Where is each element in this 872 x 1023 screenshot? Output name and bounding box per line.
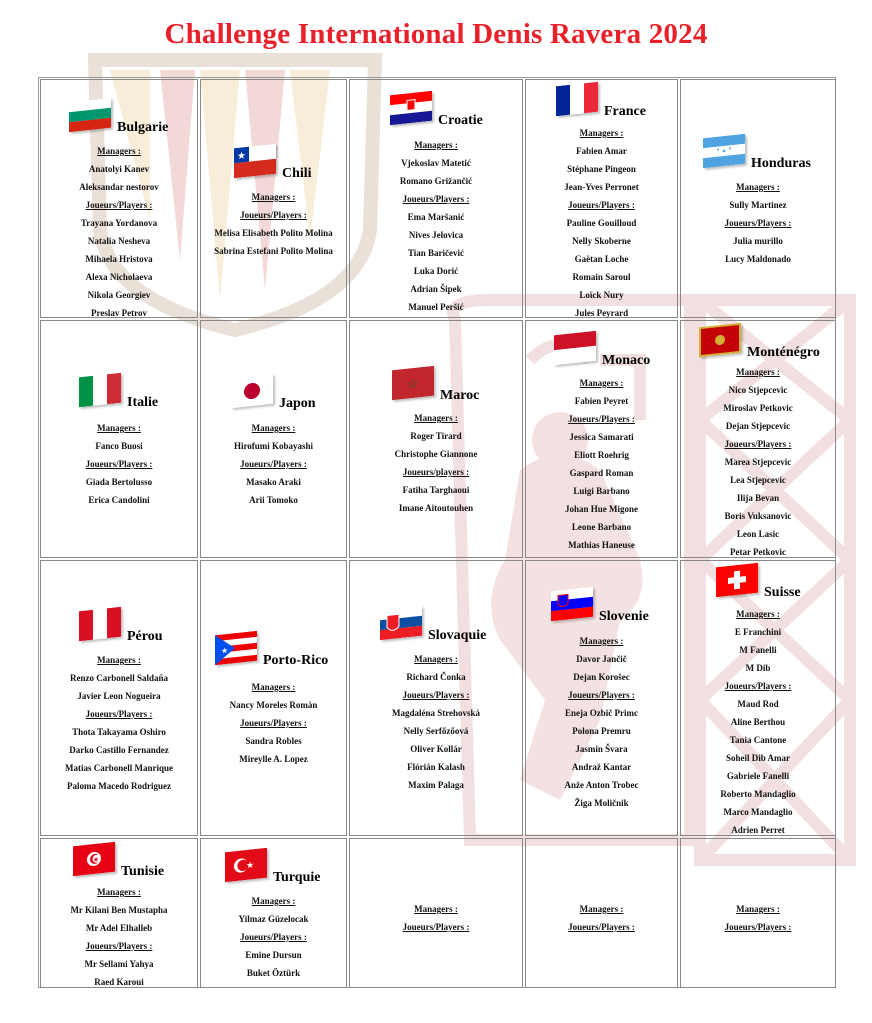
- roster-name: Stéphane Pingeon: [567, 164, 636, 174]
- roster-name: Nico Stjepcevic: [728, 385, 788, 395]
- team-cell: [349, 838, 523, 988]
- players-label: Joueurs/Players :: [85, 709, 153, 719]
- managers-label: Managers :: [579, 128, 624, 138]
- svg-text:★: ★: [245, 860, 255, 872]
- roster-name: Jasmin Švara: [575, 744, 628, 754]
- team-cell: [349, 320, 523, 558]
- managers-label: Managers :: [736, 904, 780, 914]
- roster-name: Johan Hue Migone: [564, 504, 638, 514]
- team-cell: [525, 79, 678, 318]
- team-header: [554, 333, 651, 368]
- roster-name: Boris Vuksanovic: [724, 511, 792, 521]
- roster-name: Nives Jelovica: [408, 230, 464, 240]
- roster-name: Roberto Mandaglio: [720, 789, 796, 799]
- managers-label: Managers :: [97, 423, 141, 433]
- roster-name: Polona Premru: [572, 726, 631, 736]
- roster-name: Preslav Petrov: [91, 308, 147, 318]
- team-cell: [680, 79, 836, 318]
- team-cell: [525, 560, 678, 836]
- team-name: Pérou: [127, 629, 163, 644]
- players-label: Joueurs/Players :: [568, 922, 635, 932]
- roster-name: Paloma Macedo Rodriguez: [67, 781, 171, 791]
- roster-name: Anže Anton Trobec: [564, 780, 639, 790]
- team-name: Monténégro: [747, 345, 820, 360]
- roster-name: Mr Kilani Ben Mustapha: [70, 905, 168, 915]
- roster-list: [681, 900, 835, 936]
- players-label: Joueurs/Players :: [85, 941, 153, 951]
- players-label: Joueurs/Players :: [724, 218, 792, 228]
- roster-name: Leone Barbano: [571, 522, 632, 532]
- team-name: Turquie: [273, 870, 321, 885]
- roster-name: Fabien Amar: [576, 146, 627, 156]
- roster-name: Lucy Maldonado: [725, 254, 791, 264]
- roster-name: Dejan Stjepcevic: [725, 421, 791, 431]
- roster-list: [350, 136, 522, 316]
- roster-name: Arii Tomoko: [249, 495, 298, 505]
- svg-text:★: ★: [221, 645, 229, 656]
- team-name: Monaco: [602, 353, 651, 368]
- france-flag-icon: [556, 82, 598, 116]
- players-label: Joueurs/Players :: [85, 459, 153, 469]
- slovenia-flag-icon: [551, 587, 593, 621]
- managers-label: Managers :: [736, 609, 780, 619]
- roster-name: Christophe Giannone: [394, 449, 478, 459]
- team-header: [231, 376, 316, 411]
- team-cell: [349, 560, 523, 836]
- team-header: [392, 368, 480, 403]
- roster-list: [201, 419, 346, 509]
- team-header: [556, 84, 646, 119]
- roster-name: Oliver Kollár: [410, 744, 462, 754]
- roster-name: Adrian Šipek: [410, 284, 462, 294]
- managers-label: Managers :: [414, 140, 458, 150]
- roster-name: Tian Baričević: [407, 248, 465, 258]
- roster-name: Trayana Yordanova: [80, 218, 158, 228]
- roster-name: Tania Cantone: [729, 735, 787, 745]
- roster-list: [350, 900, 522, 936]
- roster-name: Alexa Nicholaeva: [85, 272, 153, 282]
- roster-name: Pauline Gouilloud: [566, 218, 637, 228]
- roster-name: Matias Carbonell Manrique: [65, 763, 173, 773]
- team-name: Japon: [279, 396, 316, 411]
- team-header: [215, 633, 329, 668]
- monaco-flag-icon: [554, 331, 596, 365]
- team-cell: [40, 560, 198, 836]
- roster-name: Miroslav Petkovic: [723, 403, 793, 413]
- roster-list: [681, 363, 835, 561]
- team-header: [73, 844, 165, 879]
- japan-flag-icon: [231, 374, 273, 408]
- team-name: Italie: [127, 395, 159, 410]
- team-cell: [40, 320, 198, 558]
- team-name: Maroc: [440, 388, 480, 403]
- roster-list: [526, 632, 677, 812]
- managers-label: Managers :: [251, 192, 296, 202]
- players-label: Joueurs/Players :: [724, 439, 792, 449]
- roster-name: Renzo Carbonell Saldaña: [69, 673, 168, 683]
- roster-list: [41, 651, 197, 795]
- tunisia-flag-icon: [73, 842, 115, 876]
- team-name: Slovaquie: [428, 628, 487, 643]
- roster-name: Leon Lasic: [736, 529, 780, 539]
- roster-list: [41, 883, 197, 991]
- players-label: Joueurs/Players :: [402, 194, 470, 204]
- roster-name: Aline Berthou: [730, 717, 786, 727]
- managers-label: Managers :: [251, 423, 296, 433]
- roster-name: Roger Tirard: [410, 431, 462, 441]
- peru-flag-icon: [79, 607, 121, 641]
- roster-name: Gabriele Fanelli: [726, 771, 790, 781]
- page-title: Challenge International Denis Ravera 2024: [164, 18, 708, 50]
- svg-text:★: ★: [92, 854, 100, 865]
- honduras-flag-icon: [703, 134, 745, 168]
- players-label: Joueurs/Players :: [240, 718, 307, 728]
- team-header: [79, 609, 163, 644]
- roster-name: Mr Sellami Yahya: [84, 959, 154, 969]
- roster-name: Mireylle A. Lopez: [239, 754, 308, 764]
- roster-name: Anatolyi Kanev: [88, 164, 150, 174]
- slovakia-flag-icon: [380, 606, 422, 640]
- roster-name: Melisa Elisabeth Polito Molina: [214, 228, 333, 238]
- roster-name: Nelly Skoberne: [572, 236, 631, 246]
- roster-name: Ilija Bevan: [736, 493, 780, 503]
- team-header: [69, 100, 169, 135]
- roster-name: Eliott Roehrig: [574, 450, 629, 460]
- roster-name: Aleksandar nestorov: [79, 182, 159, 192]
- roster-name: Buket Öztürk: [246, 968, 301, 978]
- roster-name: Maud Rod: [737, 699, 779, 709]
- roster-name: Lea Stjepcevic: [730, 475, 786, 485]
- team-name: Croatie: [438, 113, 483, 128]
- roster-name: Mihaela Hristova: [85, 254, 153, 264]
- roster-name: Petar Petkovic: [729, 547, 787, 557]
- team-cell: [525, 320, 678, 558]
- managers-label: Managers :: [251, 682, 296, 692]
- managers-label: Managers :: [736, 367, 780, 377]
- roster-name: Richard Čonka: [406, 672, 466, 682]
- chile-flag-icon: [234, 144, 276, 178]
- roster-name: Flórián Kalash: [407, 762, 465, 772]
- team-cell: [200, 320, 347, 558]
- roster-name: Dejan Korošec: [573, 672, 630, 682]
- managers-label: Managers :: [414, 904, 458, 914]
- roster-list: [681, 178, 835, 268]
- team-cell: [525, 838, 678, 988]
- roster-name: Nancy Moreles Romàn: [229, 700, 318, 710]
- players-label: Joueurs/players :: [402, 467, 470, 477]
- team-cell: [680, 560, 836, 836]
- roster-name: Marea Stjepcevic: [724, 457, 792, 467]
- turkey-flag-icon: [225, 848, 267, 882]
- svg-text:☆: ☆: [407, 376, 419, 392]
- roster-name: Masako Araki: [246, 477, 301, 487]
- team-cell: [200, 79, 347, 318]
- team-cell: [40, 79, 198, 318]
- managers-label: Managers :: [251, 896, 296, 906]
- roster-name: Natalia Nesheva: [87, 236, 151, 246]
- roster-name: Fabien Peyret: [574, 396, 629, 406]
- roster-list: [681, 605, 835, 839]
- team-header: [703, 136, 811, 171]
- roster-name: Magdaléna Strehovská: [391, 708, 481, 718]
- roster-name: Thota Takayama Oshiro: [72, 727, 166, 737]
- teams-grid: [38, 77, 836, 988]
- roster-name: Javier Leon Nogueira: [77, 691, 161, 701]
- roster-name: Nelly Serfőzőová: [403, 726, 469, 736]
- italy-flag-icon: [79, 373, 121, 407]
- managers-label: Managers :: [579, 378, 624, 388]
- roster-name: Gaspard Roman: [569, 468, 634, 478]
- roster-name: Hirofumi Kobayashi: [233, 441, 314, 451]
- roster-name: Mr Adel Elhalleb: [85, 923, 153, 933]
- team-cell: [680, 320, 836, 558]
- team-header: [234, 146, 312, 181]
- roster-name: Manuel Peršić: [408, 302, 464, 312]
- team-header: [225, 850, 321, 885]
- roster-name: M Fanelli: [739, 645, 777, 655]
- roster-name: Mathias Haneuse: [568, 540, 635, 550]
- managers-label: Managers :: [414, 654, 458, 664]
- team-header: [79, 375, 159, 410]
- players-label: Joueurs/Players :: [724, 922, 792, 932]
- players-label: Joueurs/Players :: [568, 690, 635, 700]
- roster-list: [41, 419, 197, 509]
- roster-list: [526, 124, 677, 322]
- roster-name: Fatiha Targhaoui: [402, 485, 470, 495]
- roster-name: Sandra Robles: [245, 736, 302, 746]
- managers-label: Managers :: [579, 636, 624, 646]
- team-header: [716, 565, 801, 600]
- roster-name: Nikola Georgiev: [87, 290, 151, 300]
- roster-name: Adrien Perret: [731, 825, 785, 835]
- roster-name: Erica Candolini: [88, 495, 150, 505]
- morocco-flag-icon: [392, 366, 434, 400]
- team-header: [699, 325, 820, 360]
- players-label: Joueurs/Players :: [402, 922, 470, 932]
- roster-name: Raed Karoui: [94, 977, 144, 987]
- roster-name: Davor Jančič: [576, 654, 627, 664]
- team-cell: [200, 838, 347, 988]
- managers-label: Managers :: [414, 413, 458, 423]
- team-name: Suisse: [764, 585, 801, 600]
- team-name: Honduras: [751, 156, 811, 171]
- roster-name: Fanco Buosi: [95, 441, 143, 451]
- roster-list: [201, 892, 346, 982]
- team-name: Bulgarie: [117, 120, 169, 135]
- roster-list: [201, 678, 346, 768]
- roster-name: E Franchini: [734, 627, 782, 637]
- managers-label: Managers :: [579, 904, 624, 914]
- roster-name: Jessica Samarati: [569, 432, 634, 442]
- roster-name: Jules Peyrard: [574, 308, 629, 318]
- roster-name: Marco Mandaglio: [723, 807, 793, 817]
- team-name: Porto-Rico: [263, 653, 329, 668]
- players-label: Joueurs/Players :: [724, 681, 792, 691]
- roster-name: Sully Martinez: [729, 200, 787, 210]
- team-name: France: [604, 104, 646, 119]
- managers-label: Managers :: [97, 887, 141, 897]
- roster-name: Žiga Moličnik: [574, 798, 629, 808]
- roster-name: Giada Bertolusso: [85, 477, 153, 487]
- roster-name: Luigi Barbano: [573, 486, 630, 496]
- roster-list: [350, 650, 522, 794]
- roster-name: Romano Grižančić: [399, 176, 473, 186]
- managers-label: Managers :: [97, 146, 141, 156]
- roster-name: Julia murillo: [733, 236, 783, 246]
- roster-name: Yilmaz Güzelocak: [238, 914, 309, 924]
- team-name: Slovenie: [599, 609, 649, 624]
- bulgaria-flag-icon: [69, 98, 111, 132]
- team-name: Tunisie: [121, 864, 165, 879]
- players-label: Joueurs/Players :: [568, 414, 635, 424]
- managers-label: Managers :: [97, 655, 141, 665]
- roster-name: M Dib: [745, 663, 771, 673]
- roster-list: [350, 409, 522, 517]
- roster-list: [526, 900, 677, 936]
- players-label: Joueurs/Players :: [240, 459, 307, 469]
- roster-name: Eneja Ozbič Primc: [565, 708, 638, 718]
- roster-name: Maxim Palaga: [408, 780, 464, 790]
- team-cell: [40, 838, 198, 988]
- team-header: [380, 608, 487, 643]
- team-header: [551, 589, 649, 624]
- montenegro-flag-icon: [699, 323, 741, 357]
- players-label: Joueurs/Players :: [240, 932, 307, 942]
- roster-name: Gaëtan Loche: [574, 254, 629, 264]
- roster-name: Emine Dursun: [245, 950, 302, 960]
- roster-list: [201, 188, 346, 260]
- team-cell: [680, 838, 836, 988]
- croatia-flag-icon: [390, 91, 432, 125]
- players-label: Joueurs/Players :: [85, 200, 153, 210]
- roster-name: Darko Castillo Fernandez: [69, 745, 169, 755]
- roster-list: [526, 374, 677, 554]
- managers-label: Managers :: [736, 182, 780, 192]
- team-cell: [200, 560, 347, 836]
- roster-name: Ema Maršanić: [407, 212, 465, 222]
- roster-list: [41, 142, 197, 322]
- roster-name: Vjekoslav Matetić: [401, 158, 471, 168]
- players-label: Joueurs/Players :: [402, 690, 470, 700]
- roster-name: Andraž Kantar: [571, 762, 632, 772]
- team-header: [390, 93, 483, 128]
- roster-name: Romain Saroul: [572, 272, 631, 282]
- switzerland-flag-icon: [716, 563, 758, 597]
- roster-name: Imane Aitoutouhen: [398, 503, 474, 513]
- puerto-rico-flag-icon: [215, 631, 257, 665]
- players-label: Joueurs/Players :: [240, 210, 307, 220]
- players-label: Joueurs/Players :: [568, 200, 635, 210]
- roster-name: Sabrina Estefani Polito Molina: [214, 246, 333, 256]
- roster-name: Luka Dorić: [413, 266, 459, 276]
- team-name: Chili: [282, 166, 312, 181]
- svg-text:★: ★: [237, 150, 246, 163]
- roster-name: Loïck Nury: [579, 290, 624, 300]
- roster-name: Jean-Yves Perronet: [564, 182, 639, 192]
- roster-name: Soheil Dib Amar: [725, 753, 790, 763]
- team-cell: [349, 79, 523, 318]
